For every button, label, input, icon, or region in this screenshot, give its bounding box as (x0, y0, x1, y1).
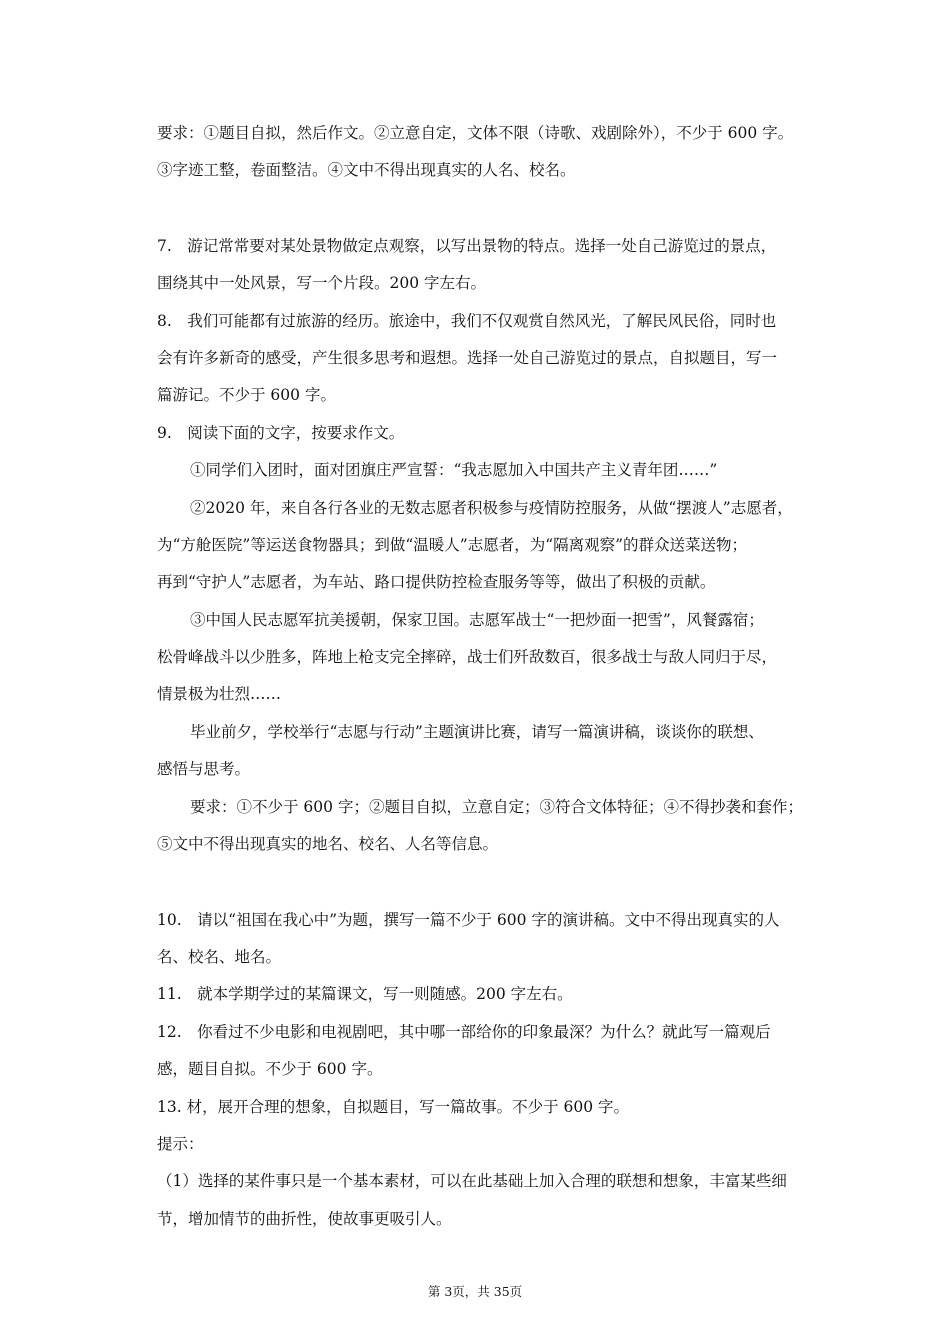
text-line: ②2020 年，来自各行各业的无数志愿者积极参与疫情防控服务，从做“摆渡人”志愿者， (190, 499, 793, 517)
text-line: 节，增加情节的曲折性，使故事更吸引人。 (157, 1210, 452, 1228)
text-line: 感悟与思考。 (157, 760, 251, 778)
text-line: 再到“守护人”志愿者，为车站、路口提供防控检查服务等等，做出了积极的贡献。 (157, 573, 716, 591)
text-line: 要求：①题目自拟，然后作文。②立意自定，文体不限（诗歌、戏剧除外），不少于 600 字。 (157, 124, 794, 142)
question-10-line: 10. 请以“祖国在我心中”为题，撰写一篇不少于 600 字的演讲稿。文中不得出现真实的人 (157, 911, 780, 929)
text-line: 毕业前夕，学校举行“志愿与行动”主题演讲比赛，请写一篇演讲稿，谈谈你的联想、 (190, 723, 764, 741)
question-7-line: 7. 游记常常要对某处景物做定点观察，以写出景物的特点。选择一处自己游览过的景点， (157, 237, 777, 255)
text-line: 为“方舱医院”等运送食物器具；到做“温暖人”志愿者，为“隔离观察”的群众送菜送物； (157, 536, 748, 554)
text-line: ③中国人民志愿军抗美援朝，保家卫国。志愿军战士“一把炒面一把雪”，风餐露宿； (190, 611, 764, 629)
text-line: 篇游记。不少于 600 字。 (157, 386, 336, 404)
question-11-line: 11. 就本学期学过的某篇课文，写一则随感。200 字左右。 (157, 985, 573, 1003)
text-line: 松骨峰战斗以少胜多，阵地上枪支完全摔碎，战士们歼敌数百，很多战士与敌人同归于尽， (157, 648, 778, 666)
text-line: 感，题目自拟。不少于 600 字。 (157, 1060, 383, 1078)
question-9-line: 9. 阅读下面的文字，按要求作文。 (157, 424, 405, 442)
question-12-line: 12. 你看过不少电影和电视剧吧，其中哪一部给你的印象最深？为什么？就此写一篇观后 (157, 1023, 771, 1041)
question-8-line: 8. 我们可能都有过旅游的经历。旅途中，我们不仅观赏自然风光，了解民风民俗，同时也 (157, 312, 777, 330)
text-line: ①同学们入团时，面对团旗庄严宣誓：“我志愿加入中国共产主义青年团……” (190, 461, 718, 479)
text-line: 会有许多新奇的感受，产生很多思考和遐想。选择一处自己游览过的景点，自拟题目，写一 (157, 349, 778, 367)
text-line: ⑤文中不得出现真实的地名、校名、人名等信息。 (157, 835, 499, 853)
text-line: ③字迹工整，卷面整洁。④文中不得出现真实的人名、校名。 (157, 161, 576, 179)
page-number: 第 3页，共 35页 (427, 1284, 523, 1299)
text-line: 名、校名、地名。 (157, 948, 282, 966)
question-13-line: 13. 材，展开合理的想象，自拟题目，写一篇故事。不少于 600 字。 (157, 1098, 630, 1116)
text-line: 要求：①不少于 600 字；②题目自拟，立意自定；③符合文体特征；④不得抄袭和套作； (190, 798, 803, 816)
text-line: （1）选择的某件事只是一个基本素材，可以在此基础上加入合理的联想和想象，丰富某些细 (157, 1172, 787, 1190)
text-line: 情景极为壮烈…… (157, 685, 282, 703)
hint-heading: 提示： (157, 1135, 204, 1153)
text-line: 围绕其中一处风景，写一个片段。200 字左右。 (157, 274, 487, 292)
